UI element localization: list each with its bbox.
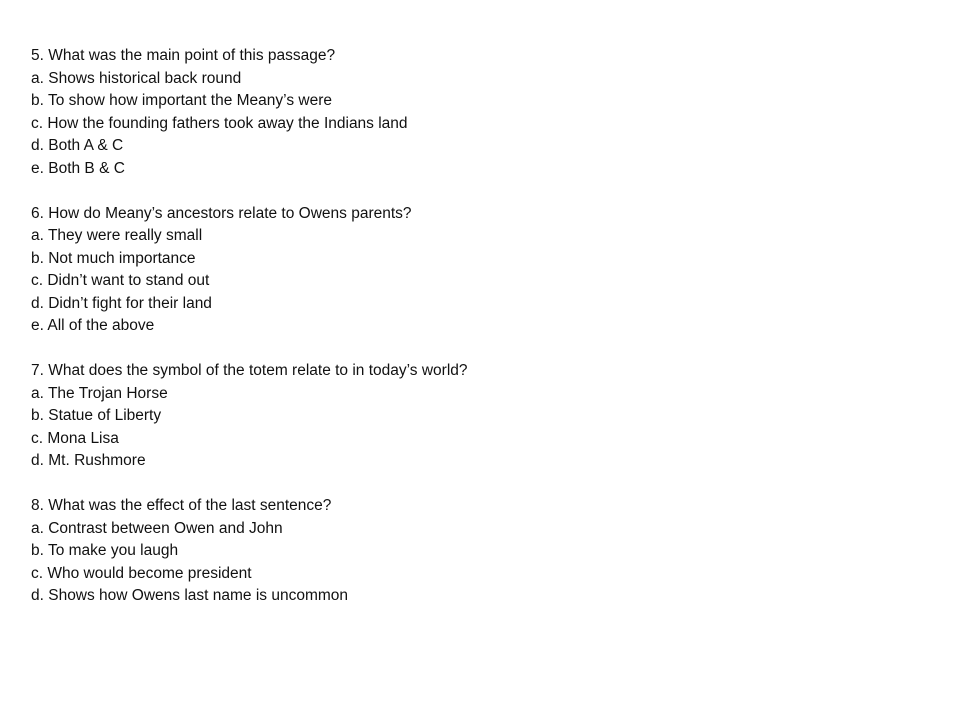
- answer-option: e. Both B & C: [31, 159, 125, 177]
- answer-option: c. How the founding fathers took away the Indians land: [31, 114, 408, 132]
- answer-option: a. The Trojan Horse: [31, 384, 168, 402]
- answer-option: b. To show how important the Meany’s were: [31, 92, 332, 109]
- answer-option: d. Mt. Rushmore: [31, 452, 146, 469]
- answer-option: d. Shows how Owens last name is uncommon: [31, 587, 349, 604]
- question-prompt: 8. What was the effect of the last sentence?: [31, 497, 332, 514]
- answer-option: d. Didn’t fight for their land: [31, 294, 212, 312]
- answer-option: a. They were really small: [31, 227, 203, 244]
- answer-option: b. To make you laugh: [31, 542, 179, 559]
- answer-option: e. All of the above: [31, 317, 155, 334]
- answer-option: d. Both A & C: [31, 137, 124, 154]
- answer-option: c. Mona Lisa: [31, 429, 119, 447]
- question-5: [31, 45, 931, 180]
- answer-option: a. Shows historical back round: [31, 69, 242, 87]
- question-prompt: 7. What does the symbol of the totem relate to in today’s world?: [31, 362, 468, 379]
- answer-option: c. Who would become president: [31, 564, 252, 582]
- quiz-content: [31, 45, 931, 630]
- question-6: [31, 203, 931, 338]
- question-prompt: 5. What was the main point of this passage?: [31, 47, 336, 64]
- answer-option: a. Contrast between Owen and John: [31, 519, 283, 537]
- question-7: [31, 360, 931, 473]
- answer-option: b. Not much importance: [31, 249, 196, 267]
- answer-option: c. Didn’t want to stand out: [31, 272, 210, 289]
- answer-option: b. Statue of Liberty: [31, 407, 162, 424]
- question-prompt: 6. How do Meany’s ancestors relate to Owens parents?: [31, 204, 412, 222]
- question-8: [31, 495, 931, 608]
